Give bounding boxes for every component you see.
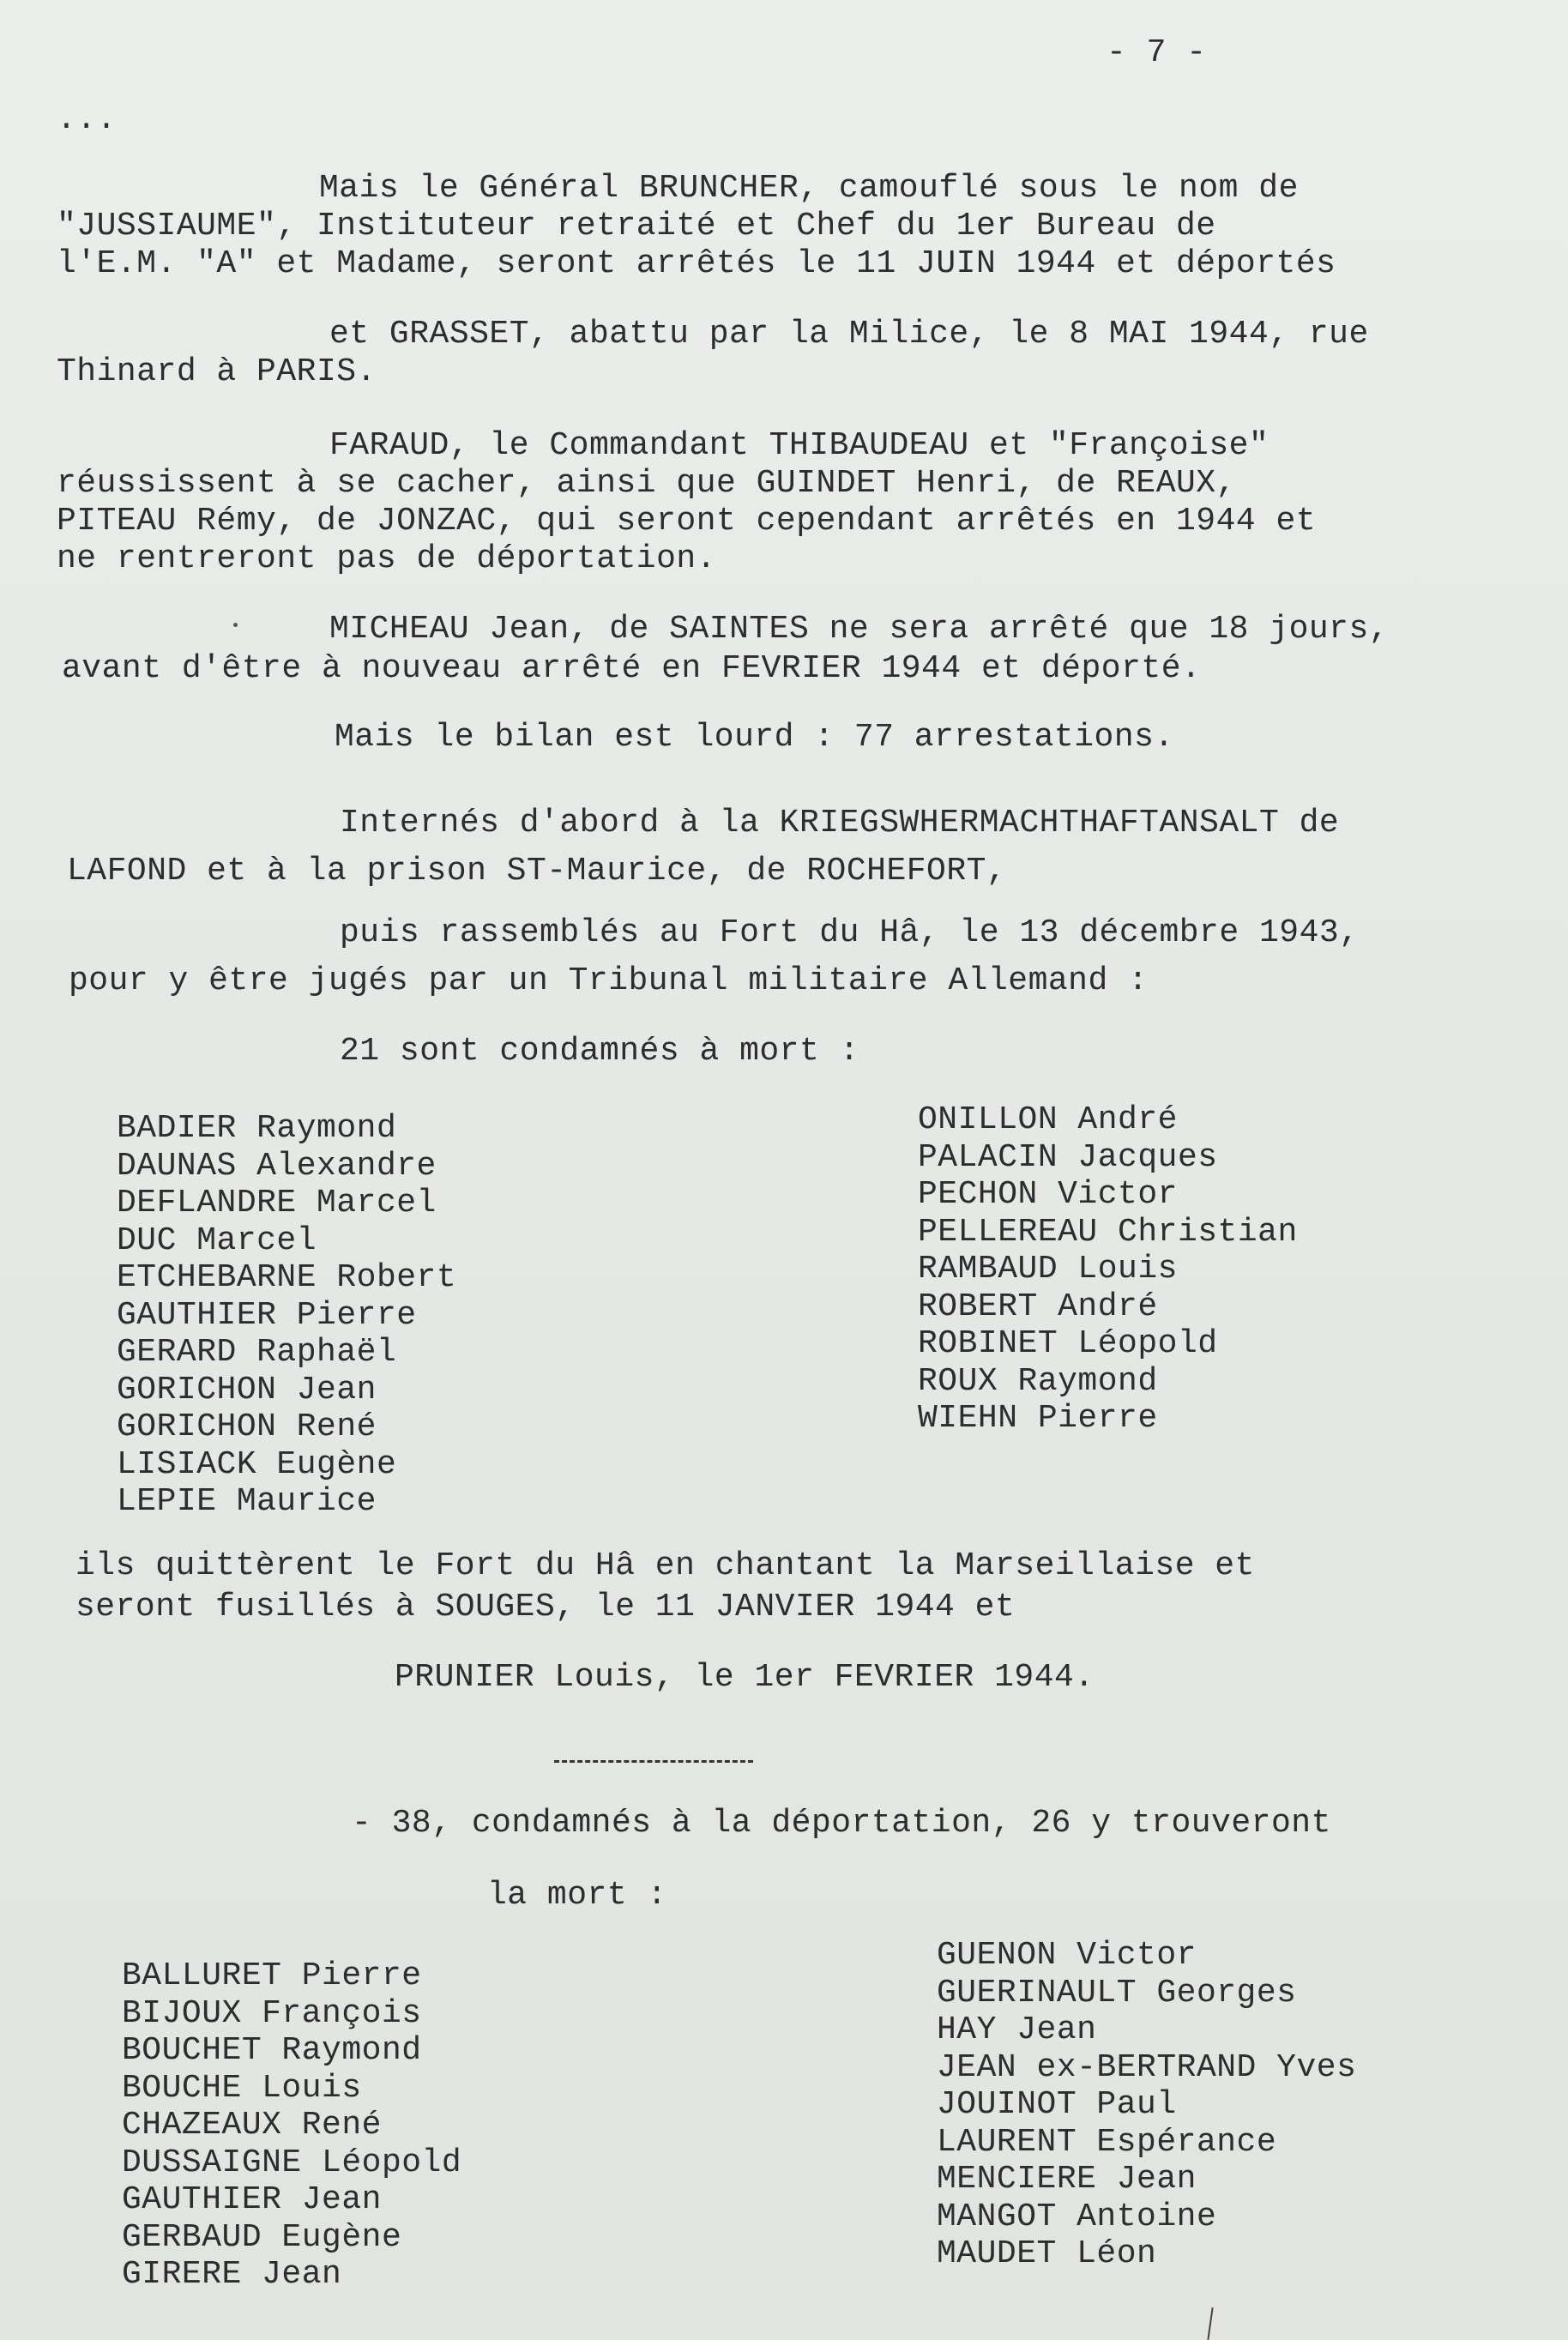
list-item: WIEHN Pierre bbox=[918, 1400, 1158, 1437]
text-line: pour y être jugés par un Tribunal militaire Allemand : bbox=[69, 962, 1149, 999]
condemned-heading: 21 sont condamnés à mort : bbox=[340, 1033, 859, 1070]
text-line: PITEAU Rémy, de JONZAC, qui seront cependant arrêtés en 1944 et bbox=[57, 503, 1317, 540]
text-line: et GRASSET, abattu par la Milice, le 8 MAI 1944, rue bbox=[329, 316, 1369, 353]
list-item: DAUNAS Alexandre bbox=[117, 1147, 437, 1185]
list-item: GERARD Raphaël bbox=[117, 1334, 397, 1371]
list-item: PALACIN Jacques bbox=[918, 1138, 1218, 1176]
text-line: ils quittèrent le Fort du Hâ en chantant la Marseillaise et bbox=[75, 1547, 1255, 1584]
list-item: GAUTHIER Pierre bbox=[117, 1296, 417, 1334]
list-item: LISIACK Eugène bbox=[117, 1445, 397, 1483]
list-item: MENCIERE Jean bbox=[937, 2161, 1197, 2198]
list-item: GUERINAULT Georges bbox=[937, 1974, 1297, 2011]
ink-speck bbox=[233, 623, 238, 627]
list-item: ROBINET Léopold bbox=[918, 1325, 1218, 1362]
list-item: DUSSAIGNE Léopold bbox=[122, 2144, 462, 2181]
list-item: GORICHON Jean bbox=[117, 1371, 377, 1408]
list-item: DEFLANDRE Marcel bbox=[117, 1185, 437, 1221]
list-item: LAURENT Espérance bbox=[937, 2123, 1277, 2161]
list-item: ETCHEBARNE Robert bbox=[117, 1259, 457, 1296]
page-number: - 7 - bbox=[1107, 34, 1207, 71]
list-item: GERBAUD Eugène bbox=[122, 2218, 402, 2256]
deportation-list-left bbox=[122, 1957, 461, 2294]
list-item: RAMBAUD Louis bbox=[918, 1251, 1178, 1288]
text-line: avant d'être à nouveau arrêté en FEVRIER 1944 et déporté. bbox=[62, 650, 1202, 687]
list-item: PECHON Victor bbox=[918, 1176, 1178, 1213]
death-list-left bbox=[117, 1110, 456, 1521]
text-line: la mort : bbox=[487, 1877, 667, 1914]
list-item: GUENON Victor bbox=[937, 1937, 1197, 1974]
list-item: CHAZEAUX René bbox=[122, 2107, 382, 2144]
list-item: MAUDET Léon bbox=[937, 2235, 1157, 2272]
list-item: GORICHON René bbox=[117, 1408, 377, 1445]
text-line: ne rentreront pas de déportation. bbox=[57, 540, 717, 577]
list-item: LEPIE Maurice bbox=[117, 1483, 377, 1520]
list-item: PELLEREAU Christian bbox=[918, 1213, 1298, 1251]
list-item: MANGOT Antoine bbox=[937, 2198, 1217, 2235]
pen-mark bbox=[1207, 2307, 1213, 2340]
list-item: GIRERE Jean bbox=[122, 2256, 342, 2293]
list-item: BIJOUX François bbox=[122, 1994, 422, 2032]
text-line: Mais le Général BRUNCHER, camouflé sous le nom de bbox=[319, 170, 1299, 207]
list-item: GAUTHIER Jean bbox=[122, 2181, 382, 2218]
list-item: DUC Marcel bbox=[117, 1221, 317, 1259]
deportation-list-right bbox=[937, 1937, 1356, 2273]
list-item: ROUX Raymond bbox=[918, 1362, 1158, 1400]
list-item: JEAN ex-BERTRAND Yves bbox=[937, 2048, 1357, 2086]
text-line: Internés d'abord à la KRIEGSWHERMACHTHAFTANSALT de bbox=[340, 805, 1340, 841]
text-line: l'E.M. "A" et Madame, seront arrêtés le 11 JUIN 1944 et déportés bbox=[57, 245, 1336, 282]
text-line: FARAUD, le Commandant THIBAUDEAU et "Françoise" bbox=[329, 427, 1269, 464]
text-line: seront fusillés à SOUGES, le 11 JANVIER 1944 et bbox=[75, 1589, 1016, 1625]
list-item: ROBERT André bbox=[918, 1288, 1158, 1325]
text-line: puis rassemblés au Fort du Hâ, le 13 décembre 1943, bbox=[340, 914, 1360, 951]
text-line: Thinard à PARIS. bbox=[57, 353, 377, 390]
text-line: réussissent à se cacher, ainsi que GUINDET Henri, de REAUX, bbox=[57, 465, 1236, 502]
list-item: BOUCHE Louis bbox=[122, 2069, 362, 2107]
list-item: HAY Jean bbox=[937, 2011, 1097, 2048]
text-line: "JUSSIAUME", Instituteur retraité et Chef du 1er Bureau de bbox=[57, 208, 1216, 244]
death-list-right bbox=[918, 1101, 1298, 1438]
list-item: BADIER Raymond bbox=[117, 1110, 397, 1147]
continuation-marker: ... bbox=[57, 101, 117, 138]
list-item: BOUCHET Raymond bbox=[122, 2032, 422, 2069]
paragraph-prunier: PRUNIER Louis, le 1er FEVRIER 1944. bbox=[395, 1659, 1095, 1696]
list-item: ONILLON André bbox=[918, 1101, 1178, 1138]
text-line: - 38, condamnés à la déportation, 26 y trouveront bbox=[352, 1805, 1331, 1842]
list-item: JOUINOT Paul bbox=[937, 2086, 1177, 2123]
separator-rule bbox=[554, 1760, 753, 1763]
paragraph-bilan: Mais le bilan est lourd : 77 arrestations. bbox=[335, 719, 1174, 756]
text-line: LAFOND et à la prison ST-Maurice, de ROCHEFORT, bbox=[67, 853, 1007, 890]
text-line: MICHEAU Jean, de SAINTES ne sera arrêté que 18 jours, bbox=[329, 611, 1390, 648]
list-item: BALLURET Pierre bbox=[122, 1957, 422, 1994]
